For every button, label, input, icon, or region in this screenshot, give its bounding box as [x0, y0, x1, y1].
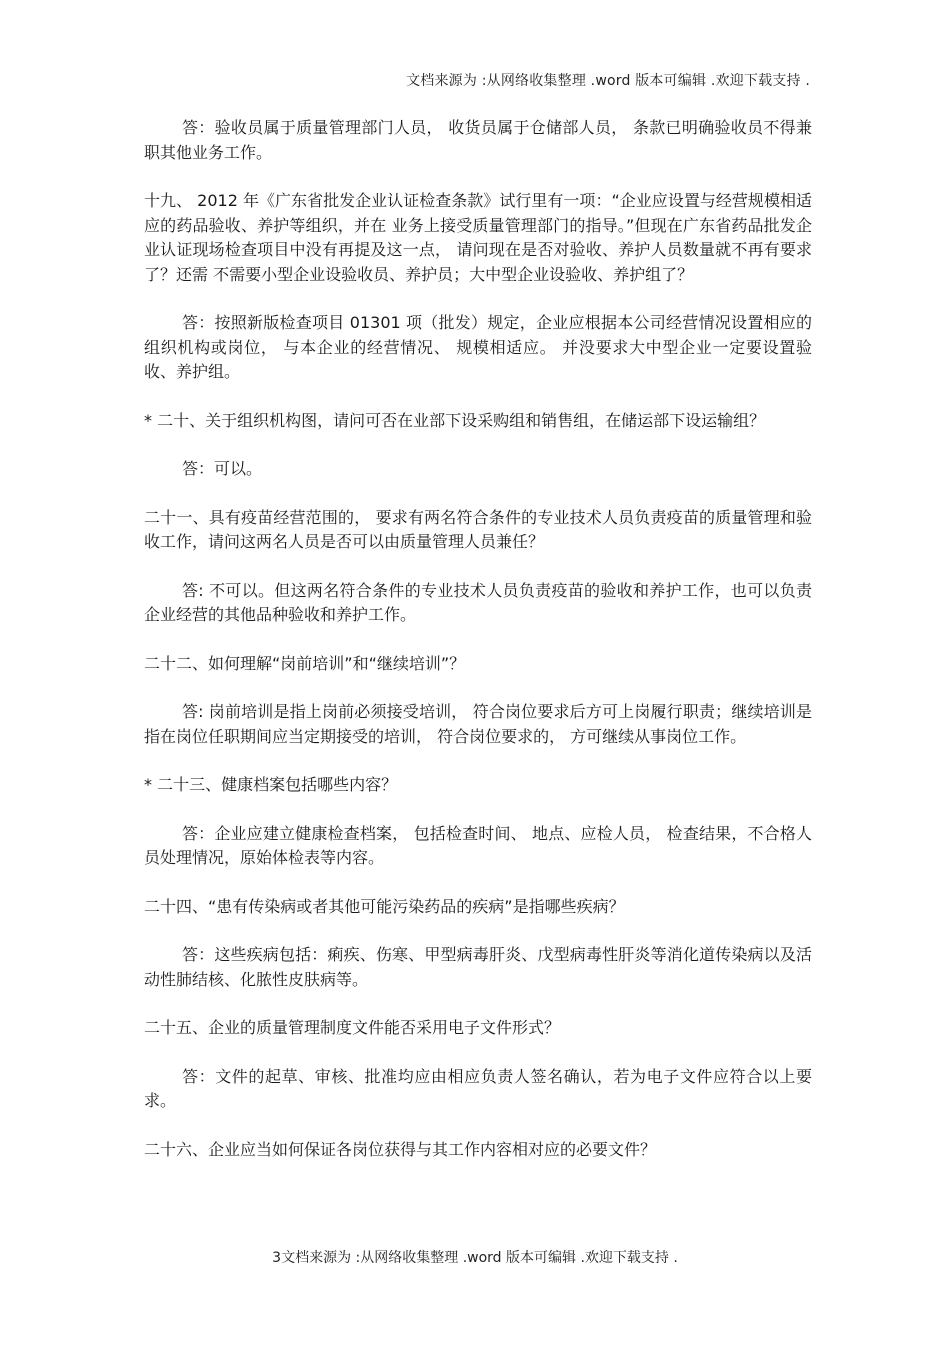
- answer-paragraph: 答: 岗前培训是指上岗前必须接受培训， 符合岗位要求后方可上岗履行职责；继续培训是指在岗位任职期间应当定期接受的培训， 符合岗位要求的， 方可继续从事岗位工作。: [144, 702, 812, 746]
- document-body: [144, 116, 812, 1186]
- question-paragraph: 十九、 2012 年《广东省批发企业认证检查条款》试行里有一项：“企业应设置与经营规模相适应的药品验收、养护等组织，并在 业务上接受质量管理部门的指导。”但现在广东省药品批发企业认证现场检查项目中没有再提及这一点， 请问现在是否对验收、养护人员数量就不再有要求了？还需 不需要小型企业设验收员、养护员；大中型企业设验收、养护组了？: [144, 191, 812, 284]
- question-paragraph: 二十五、企业的质量管理制度文件能否采用电子文件形式？: [144, 1018, 561, 1037]
- question-paragraph: * 二十三、健康档案包括哪些内容？: [144, 775, 398, 794]
- question-paragraph: 二十二、如何理解“岗前培训”和“继续培训”？: [144, 653, 466, 673]
- answer-paragraph: 答：可以。: [182, 459, 263, 478]
- question-paragraph: 二十四、“患有传染病或者其他可能污染药品的疾病”是指哪些疾病？: [144, 896, 625, 916]
- page-header: 文档来源为 :从网络收集整理 .word 版本可编辑 .欢迎下载支持 .: [406, 73, 810, 89]
- question-paragraph: * 二十、关于组织机构图，请问可否在业部下设采购组和销售组，在储运部下设运输组？: [144, 410, 766, 430]
- question-paragraph: 二十六、企业应当如何保证各岗位获得与其工作内容相对应的必要文件？: [144, 1139, 657, 1159]
- question-paragraph: 二十一、具有疫苗经营范围的， 要求有两名符合条件的专业技术人员负责疫苗的质量管理和验收工作，请问这两名人员是否可以由质量管理人员兼任？: [144, 507, 812, 551]
- answer-paragraph: 答：验收员属于质量管理部门人员， 收货员属于仓储部人员， 条款已明确验收员不得兼职其他业务工作。: [144, 118, 812, 162]
- answer-paragraph: 答：文件的起草、审核、批准均应由相应负责人签名确认，若为电子文件应符合以上要求。: [144, 1066, 812, 1110]
- answer-paragraph: 答：按照新版检查项目 01301 项（批发）规定，企业应根据本公司经营情况设置相应的组织机构或岗位， 与本企业的经营情况、 规模相适应。 并没要求大中型企业一定要设置验收、养护组。: [144, 313, 812, 381]
- page-footer: 3文档来源为 :从网络收集整理 .word 版本可编辑 .欢迎下载支持 .: [272, 1250, 678, 1266]
- answer-paragraph: 答：这些疾病包括：痢疾、伤寒、甲型病毒肝炎、戊型病毒性肝炎等消化道传染病以及活动性肺结核、化脓性皮肤病等。: [144, 945, 812, 989]
- answer-paragraph: 答: 不可以。但这两名符合条件的专业技术人员负责疫苗的验收和养护工作，也可以负责企业经营的其他品种验收和养护工作。: [144, 580, 812, 624]
- answer-paragraph: 答：企业应建立健康检查档案， 包括检查时间、 地点、应检人员， 检查结果，不合格人员处理情况，原始体检表等内容。: [144, 823, 812, 867]
